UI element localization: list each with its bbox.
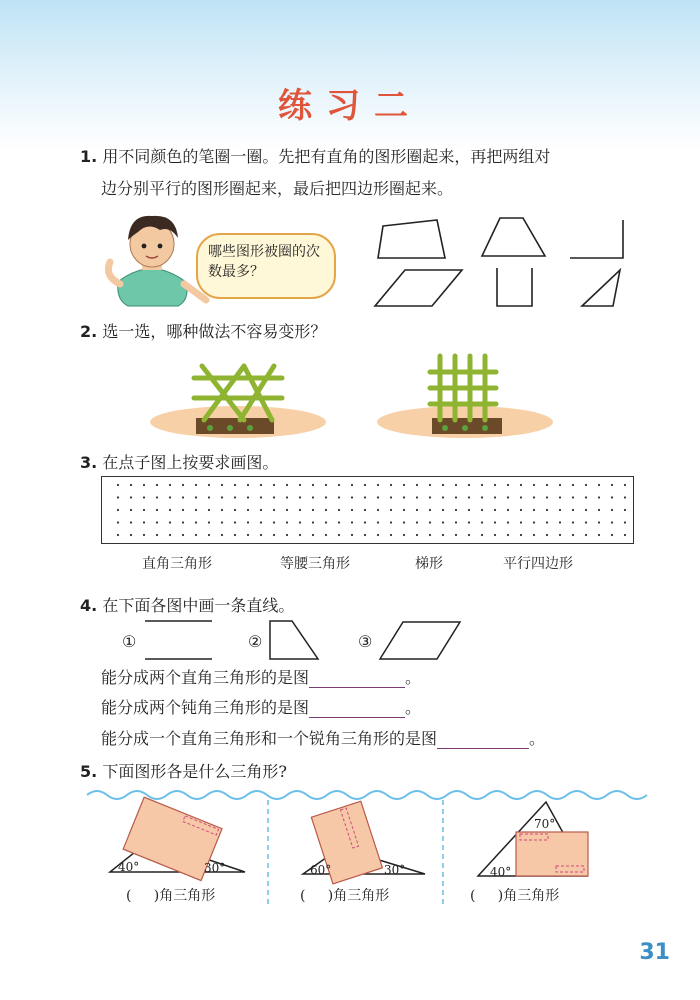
answer-label-3[interactable]: ( )角三角形: [470, 888, 560, 904]
marker-1: ①: [122, 632, 137, 651]
caption-trapezoid: 梯形: [415, 556, 443, 572]
marker-3: ③: [358, 632, 373, 651]
angle-label-6: 40°: [490, 865, 512, 879]
q2-line: 2. 选一选，哪种做法不容易变形？: [80, 322, 327, 341]
wavy-border: [87, 791, 647, 799]
caption-right-triangle: 直角三角形: [142, 556, 212, 572]
answer-label-2[interactable]: ( )角三角形: [300, 888, 390, 904]
speech-bubble-text: 哪些图形被圈的次数最多？: [208, 244, 320, 280]
marker-2: ②: [248, 632, 263, 651]
angle-label-4: 30°: [384, 863, 406, 877]
angle-label-5: 70°: [534, 817, 556, 831]
angle-label-1: 40°: [118, 860, 140, 874]
q5-line: 5. 下面图形各是什么三角形?: [80, 762, 287, 781]
page-number: 31: [639, 940, 670, 965]
angle-label-3: 60°: [310, 863, 332, 877]
page-title: 练习二: [278, 86, 422, 126]
caption-parallelogram: 平行四边形: [503, 556, 573, 572]
q3-line: 3. 在点子图上按要求画图。: [80, 453, 279, 472]
q4-line: 4. 在下面各图中画一条直线。: [80, 596, 295, 615]
q1-line2: 边分别平行的图形圈起来，最后把四边形圈起来。: [101, 179, 454, 198]
card-3: [516, 832, 588, 876]
q1-line1: 1. 用不同颜色的笔圈一圈。先把有直角的图形圈起来，再把两组对: [80, 147, 551, 166]
q4-answer-3: 能分成一个直角三角形和一个锐角三角形的是图 。: [101, 729, 546, 748]
q4-answer-2: 能分成两个钝角三角形的是图 。: [101, 698, 422, 717]
angle-label-2: 30°: [204, 861, 226, 875]
q4-answer-1: 能分成两个直角三角形的是图 。: [101, 668, 422, 687]
caption-isosceles-triangle: 等腰三角形: [280, 556, 350, 572]
answer-label-1[interactable]: ( )角三角形: [126, 888, 216, 904]
